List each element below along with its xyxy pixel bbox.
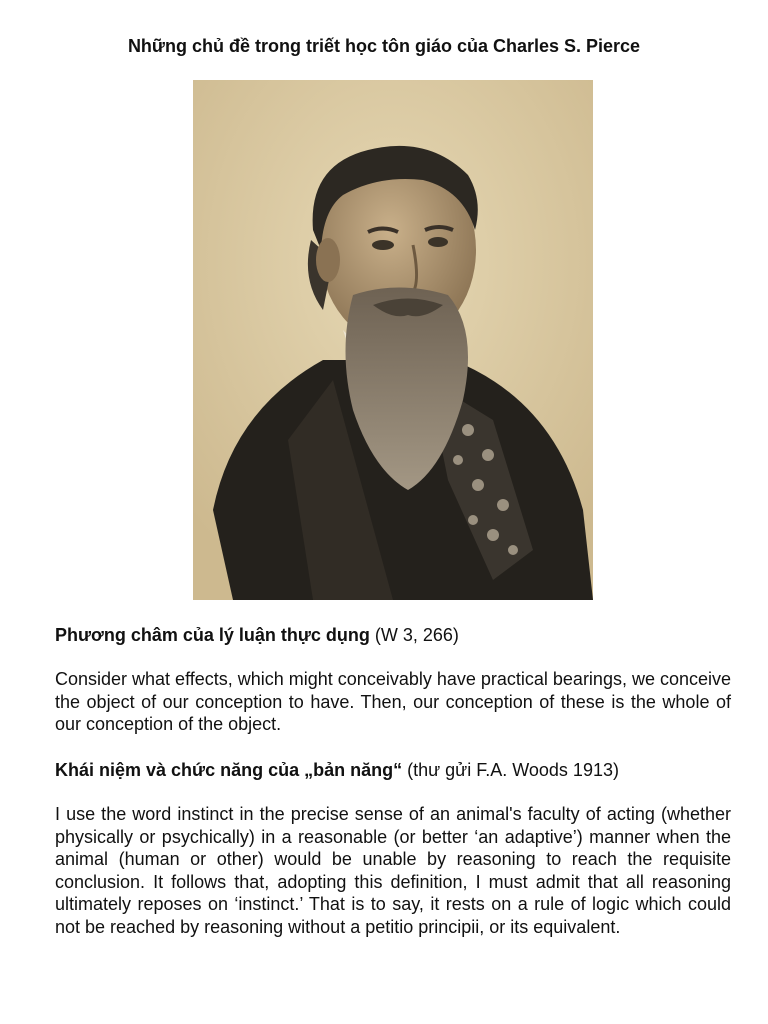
heading-bold-text: Phương châm của lý luận thực dụng xyxy=(55,625,370,645)
heading-citation: (thư gửi F.A. Woods 1913) xyxy=(402,760,619,780)
paragraph-pragmatic-maxim: Consider what effects, which might conceivably have practical bearings, we conceive the object of our conception to have. Then, our conception of these is the whole of our conception of the object. xyxy=(55,669,732,734)
document-title: Những chủ đề trong triết học tôn giáo của Charles S. Pierce xyxy=(127,36,641,56)
heading-bold-text: Khái niệm và chức năng của „bản năng“ xyxy=(55,760,403,780)
section-heading-pragmatic-maxim xyxy=(55,624,731,647)
paragraph-instinct: I use the word instinct in the precise sense of an animal's faculty of acting (whether physically or psychically) in a reasonable (or better ‘an adaptive’) manner when the animal (human or other) would be unable by reasoning to reach the requisite conclusion. It follows that, adopting this definition, I must admit that all reasoning ultimately reposes on ‘instinct.’ That is to say, it rests on a rule of logic which could not be reached by reasoning without a petitio principii, or its equivalent. xyxy=(55,804,731,937)
portrait-photo xyxy=(193,80,593,600)
section-heading-instinct xyxy=(55,759,731,782)
heading-citation: (W 3, 266) xyxy=(369,625,459,645)
